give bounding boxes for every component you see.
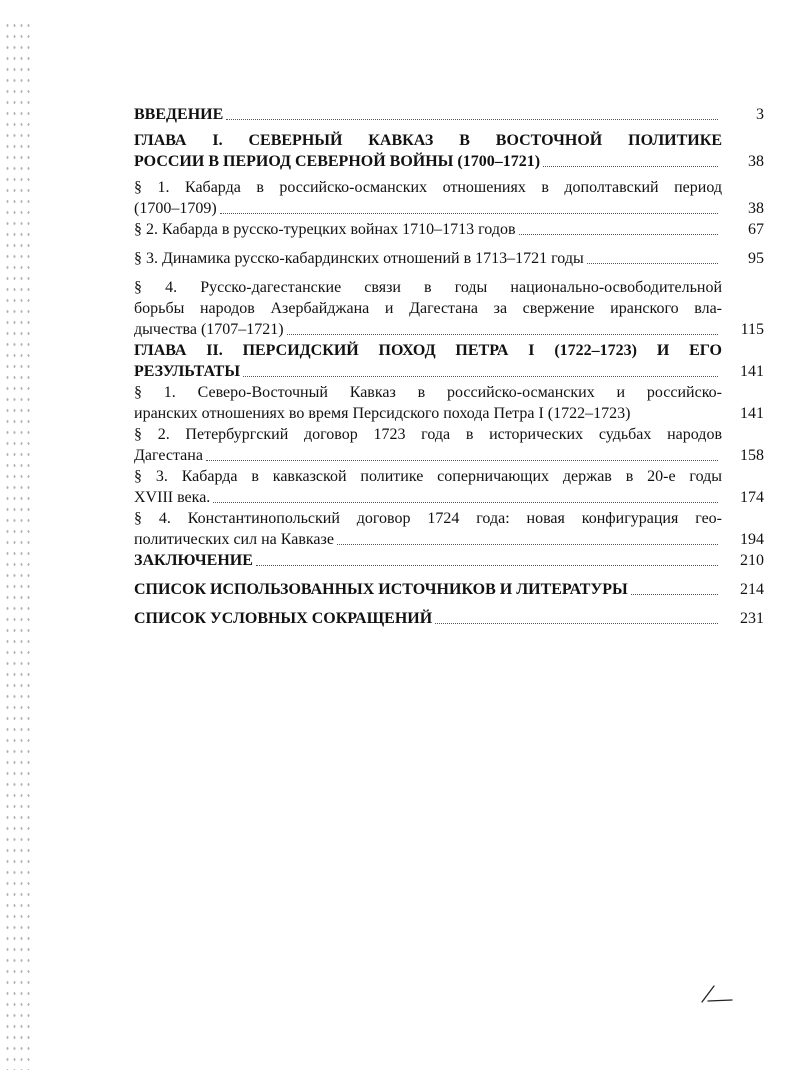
toc-page-number: 158 xyxy=(740,447,764,464)
section-title-line: иранских отношениях во время Персидского похода Петра I (1722–1723) xyxy=(134,405,631,422)
toc-label: ВВЕДЕНИЕ xyxy=(134,106,224,123)
section-title: § 3. Динамика русско-кабардинских отношений в 1713–1721 годы xyxy=(134,250,584,267)
chapter-title-line: РЕЗУЛЬТАТЫ xyxy=(134,363,241,380)
section-title-line: § 2. Петербургский договор 1723 года в исторических судьбах народов xyxy=(134,426,722,443)
dot-leader xyxy=(543,166,718,167)
section-title-line: борьбы народов Азербайджана и Дагестана за свержение иранского вла- xyxy=(134,300,722,317)
toc-entry-ch1-s2[interactable] xyxy=(134,219,764,240)
dot-leader xyxy=(631,594,718,595)
toc-entry-ch1-s1[interactable] xyxy=(134,177,764,219)
toc-page-number: 115 xyxy=(740,321,764,338)
toc-entry-sources[interactable] xyxy=(134,579,764,600)
toc-page-number: 210 xyxy=(740,552,764,569)
toc-entry-ch2-s3[interactable] xyxy=(134,466,764,508)
chapter-title-line: ГЛАВА II. ПЕРСИДСКИЙ ПОХОД ПЕТРА I (1722–1723) И ЕГО xyxy=(134,342,722,359)
toc-entry-intro[interactable] xyxy=(134,104,764,125)
section-title-line: политических сил на Кавказе xyxy=(134,531,334,548)
section-title-line: (1700–1709) xyxy=(134,200,217,217)
toc-label: СПИСОК ИСПОЛЬЗОВАННЫХ ИСТОЧНИКОВ И ЛИТЕРАТУРЫ xyxy=(134,581,628,598)
dot-leader xyxy=(226,119,718,120)
toc-page-number: 67 xyxy=(748,221,764,238)
toc-entry-abbreviations[interactable] xyxy=(134,608,764,629)
toc-page-number: 214 xyxy=(740,581,764,598)
dot-leader xyxy=(213,502,718,503)
toc-entry-ch2-s2[interactable] xyxy=(134,424,764,466)
section-title-line: § 1. Северо-Восточный Кавказ в российско-османских и российско- xyxy=(134,384,722,401)
toc-page-number: 95 xyxy=(748,250,764,267)
section-title-line: § 4. Русско-дагестанские связи в годы национально-освободительной xyxy=(134,279,722,296)
dot-leader xyxy=(435,623,718,624)
dot-leader xyxy=(287,334,718,335)
dot-leader xyxy=(243,376,718,377)
toc-page-number: 141 xyxy=(740,405,764,422)
dot-leader xyxy=(519,234,718,235)
toc-page-number: 3 xyxy=(756,106,764,123)
chapter-title-line: ГЛАВА I. СЕВЕРНЫЙ КАВКАЗ В ВОСТОЧНОЙ ПОЛИТИКЕ xyxy=(134,132,722,149)
section-title-line: § 1. Кабарда в российско-османских отношениях в дополтавский период xyxy=(134,179,722,196)
toc-page-number: 231 xyxy=(740,610,764,627)
toc-entry-conclusion[interactable] xyxy=(134,550,764,571)
toc-entry-ch2-s1[interactable] xyxy=(134,382,764,424)
section-title: § 2. Кабарда в русско-турецких войнах 1710–1713 годов xyxy=(134,221,516,238)
toc-label: СПИСОК УСЛОВНЫХ СОКРАЩЕНИЙ xyxy=(134,610,433,627)
table-of-contents xyxy=(134,104,764,629)
dot-leader xyxy=(206,460,718,461)
section-title-line: дычества (1707–1721) xyxy=(134,321,284,338)
chapter-title-line: РОССИИ В ПЕРИОД СЕВЕРНОЙ ВОЙНЫ (1700–1721) xyxy=(134,153,541,170)
dot-leader xyxy=(256,565,718,566)
toc-page-number: 174 xyxy=(740,489,764,506)
toc-label: ЗАКЛЮЧЕНИЕ xyxy=(134,552,253,569)
dot-leader xyxy=(337,544,718,545)
section-title-line: § 4. Константинопольский договор 1724 года: новая конфигурация гео- xyxy=(134,510,722,527)
section-title-line: Дагестана xyxy=(134,447,203,464)
toc-entry-ch2-s4[interactable] xyxy=(134,508,764,550)
dot-leader xyxy=(220,213,718,214)
toc-page-number: 38 xyxy=(748,153,764,170)
toc-entry-chapter-2[interactable] xyxy=(134,340,764,382)
toc-page-number: 194 xyxy=(740,531,764,548)
toc-entry-ch1-s4[interactable] xyxy=(134,277,764,340)
scan-edge-noise xyxy=(4,20,34,1070)
handwritten-mark xyxy=(700,982,734,1004)
section-title-line: § 3. Кабарда в кавказской политике соперничающих держав в 20-е годы xyxy=(134,468,722,485)
toc-page-number: 141 xyxy=(740,363,764,380)
toc-page-number: 38 xyxy=(748,200,764,217)
toc-entry-ch1-s3[interactable] xyxy=(134,248,764,269)
toc-entry-chapter-1[interactable] xyxy=(134,130,764,172)
section-title-line: XVIII века. xyxy=(134,489,211,506)
dot-leader xyxy=(587,263,718,264)
